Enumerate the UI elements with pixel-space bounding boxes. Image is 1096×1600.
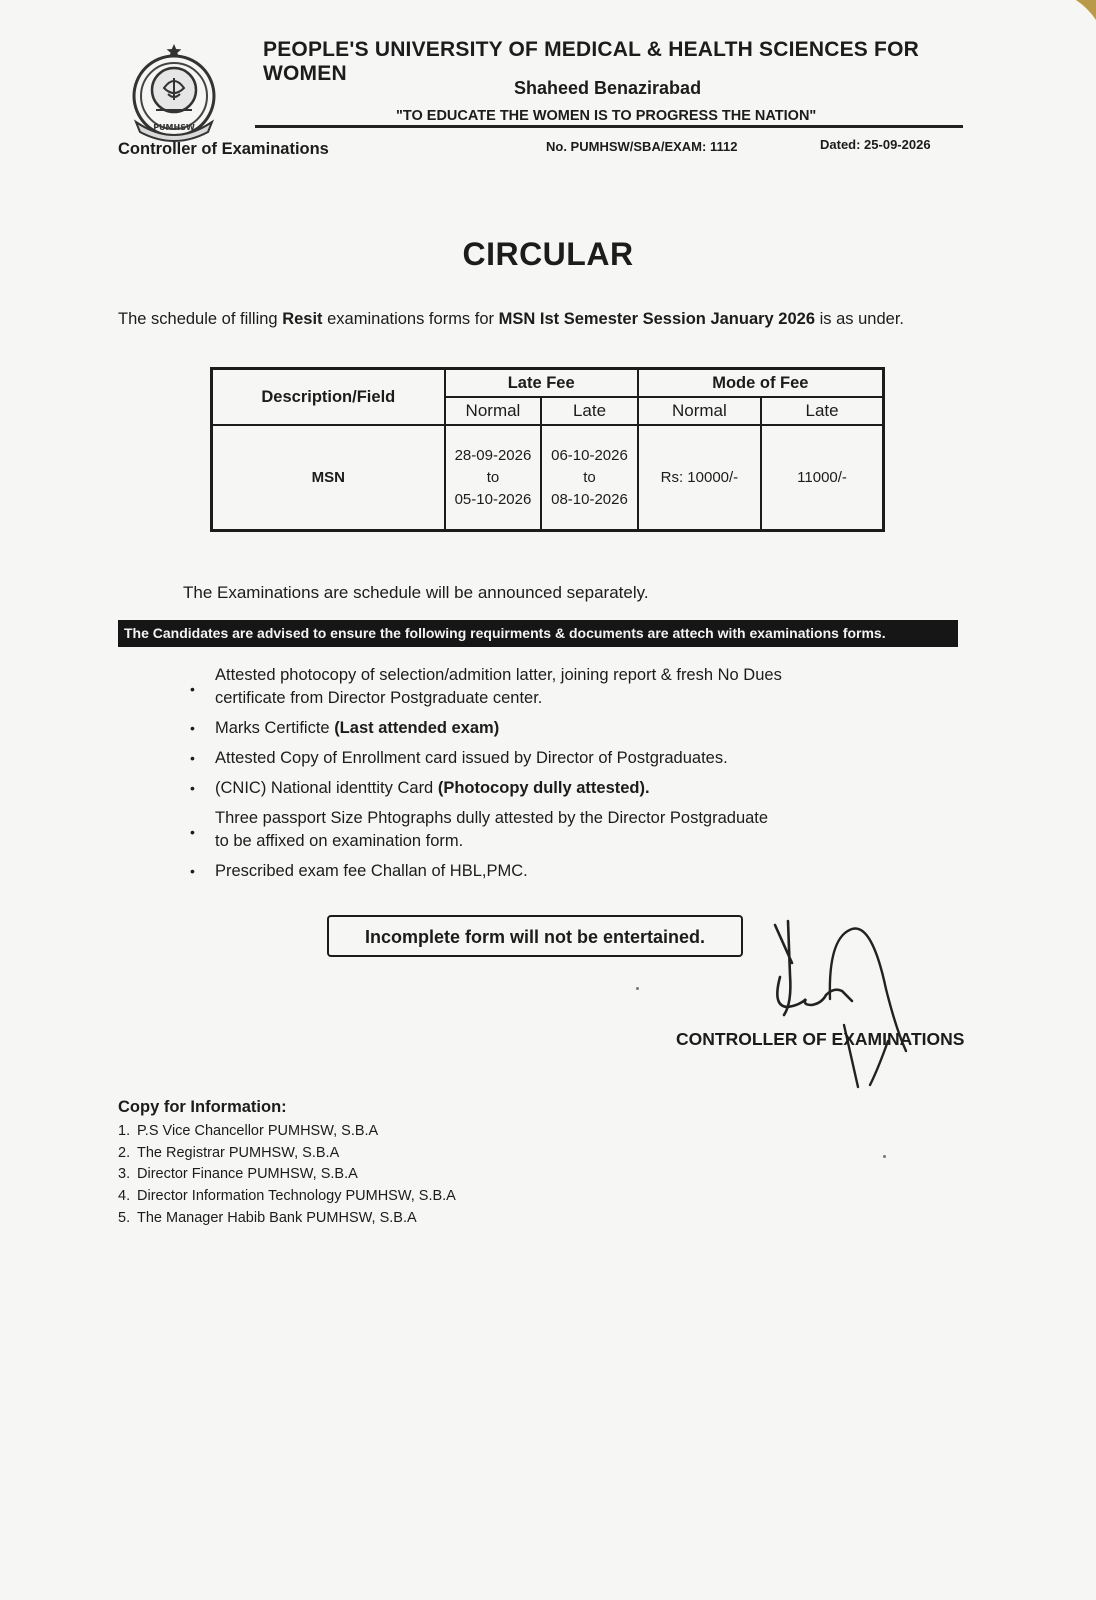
document-date: Dated: 25-09-2026 <box>820 137 931 152</box>
intro-text-3: is as under. <box>815 310 905 328</box>
subheader-mode-late: Late <box>761 397 883 425</box>
list-item <box>118 1164 456 1186</box>
intro-bold-session: MSN Ist Semester Session January 2026 <box>498 310 816 328</box>
subheader-mode-normal: Normal <box>638 397 761 425</box>
intro-bold-resit: Resit <box>282 310 323 328</box>
issuing-office: Controller of Examinations <box>118 140 329 158</box>
table-header-row <box>212 369 884 398</box>
schedule-note: The Examinations are schedule will be announced separately. <box>183 583 649 602</box>
list-item <box>118 1186 456 1208</box>
list-item <box>118 1121 456 1143</box>
university-city: Shaheed Benazirabad <box>514 78 702 98</box>
req-3-text: Attested Copy of Enrollment card issued by Director of Postgraduates. <box>215 749 728 767</box>
list-item <box>118 1208 456 1230</box>
list-item <box>118 1143 456 1165</box>
req-5-line-2: to be affixed on examination form. <box>215 832 464 850</box>
signatory-title: CONTROLLER OF EXAMINATIONS <box>676 1029 965 1049</box>
document-title: CIRCULAR <box>462 236 634 272</box>
req-1-line-1: Attested photocopy of selection/admition latter, joining report & fresh No Dues <box>215 666 782 684</box>
header-description-field: Description/Field <box>212 369 445 426</box>
university-name: PEOPLE'S UNIVERSITY OF MEDICAL & HEALTH SCIENCES FOR WOMEN <box>263 38 919 85</box>
intro-paragraph <box>118 310 904 329</box>
paper-speck <box>883 1155 886 1158</box>
cell-normal-dates <box>445 425 542 531</box>
handwritten-signature <box>760 915 940 1095</box>
late-to-word: to <box>583 468 596 486</box>
requirements-banner: The Candidates are advised to ensure the following requirments & documents are attech with examinations forms. <box>118 620 958 647</box>
normal-from-date: 28-09-2026 <box>454 446 532 464</box>
bullet-icon: • <box>190 680 195 697</box>
item-number: 1. <box>118 1123 131 1139</box>
req-2-text: Marks Certificte <box>215 719 335 737</box>
item-text: Director Finance PUMHSW, S.B.A <box>137 1166 358 1183</box>
reference-number: No. PUMHSW/SBA/EXAM: 1112 <box>546 139 738 154</box>
late-to-date: 08-10-2026 <box>551 490 628 508</box>
logo-ribbon-text: PUMHSW <box>153 123 195 132</box>
req-1-line-2: certificate from Director Postgraduate center. <box>215 689 543 707</box>
intro-text-2: examinations forms for <box>322 310 499 328</box>
cell-field: MSN <box>212 425 445 531</box>
list-item <box>186 860 886 883</box>
normal-to-word: to <box>486 468 500 486</box>
item-number: 2. <box>118 1144 131 1161</box>
intro-text-1: The schedule of filling <box>118 310 283 328</box>
req-5-line-1: Three passport Size Phtographs dully attested by the Director Postgraduate <box>215 809 769 827</box>
cell-late-dates <box>541 425 637 531</box>
list-item <box>186 747 886 770</box>
requirements-list <box>186 664 886 890</box>
university-motto: "TO EDUCATE THE WOMEN IS TO PROGRESS THE NATION" <box>396 108 817 124</box>
list-item <box>186 807 886 853</box>
item-text: P.S Vice Chancellor PUMHSW, S.B.A <box>137 1123 379 1139</box>
item-number: 4. <box>118 1188 131 1205</box>
item-text: The Registrar PUMHSW, S.B.A <box>137 1144 340 1161</box>
copy-recipients-list <box>118 1121 456 1230</box>
item-number: 5. <box>118 1209 131 1226</box>
bullet-icon: • <box>190 780 195 796</box>
subheader-late-fee-late: Late <box>541 397 637 425</box>
item-number: 3. <box>118 1166 131 1183</box>
item-text: The Manager Habib Bank PUMHSW, S.B.A <box>137 1209 417 1226</box>
header-divider <box>255 125 963 128</box>
list-item <box>186 664 886 710</box>
list-item <box>186 717 886 740</box>
bullet-icon: • <box>190 823 195 840</box>
item-text: Director Information Technology PUMHSW, S.B.A <box>137 1188 456 1205</box>
req-6-text: Prescribed exam fee Challan of HBL,PMC. <box>215 862 528 880</box>
bullet-icon: • <box>190 720 195 736</box>
req-2-bold: (Last attended exam) <box>334 719 500 737</box>
subheader-late-fee-normal: Normal <box>445 397 542 425</box>
list-item <box>186 777 886 800</box>
header-mode-of-fee: Mode of Fee <box>638 369 884 398</box>
bullet-icon: • <box>190 750 195 766</box>
cell-fee-normal: Rs: 10000/- <box>638 425 761 531</box>
cell-fee-late: 11000/- <box>761 425 883 531</box>
paper-speck <box>636 987 639 990</box>
university-seal-logo <box>126 42 222 142</box>
copy-for-information-heading: Copy for Information: <box>118 1098 287 1116</box>
table-row <box>212 425 884 531</box>
incomplete-form-warning: Incomplete form will not be entertained. <box>327 915 743 957</box>
paper-corner-fold <box>1070 0 1096 22</box>
req-4-bold: (Photocopy dully attested). <box>437 779 650 797</box>
header-late-fee: Late Fee <box>445 369 638 398</box>
schedule-table <box>210 367 885 532</box>
bullet-icon: • <box>190 863 195 879</box>
normal-to-date: 05-10-2026 <box>454 490 532 508</box>
req-4-text: (CNIC) National identtity Card <box>215 779 438 797</box>
late-from-date: 06-10-2026 <box>551 446 628 464</box>
